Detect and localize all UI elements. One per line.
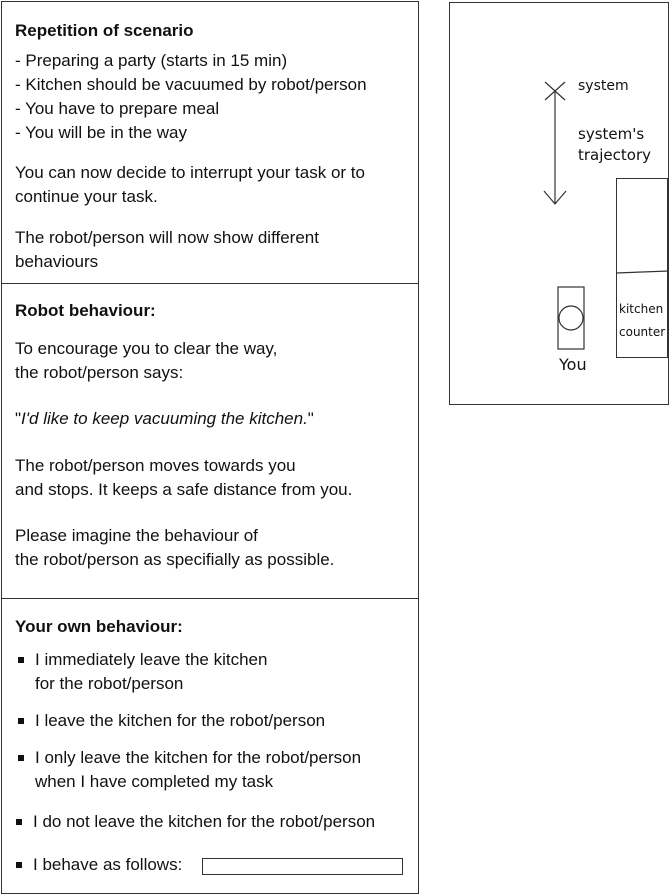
robot-behaviour-title: Robot behaviour: (15, 301, 156, 320)
system-label: system (578, 78, 629, 94)
decision-text-line: continue your task. (15, 187, 158, 206)
trajectory-label-line: trajectory (578, 146, 651, 164)
robot-moves-line: and stops. It keeps a safe distance from you. (15, 480, 353, 499)
counter-label-line: counter (619, 325, 666, 339)
bullet-icon (18, 755, 24, 761)
option-label: I immediately leave the kitchen (35, 650, 268, 669)
own-behaviour-title: Your own behaviour: (15, 617, 183, 636)
kitchen-diagram (449, 2, 669, 405)
you-label: You (559, 355, 587, 374)
option-label: I leave the kitchen for the robot/person (35, 711, 326, 730)
imagine-line: Please imagine the behaviour of (15, 526, 258, 545)
robot-intro-line: To encourage you to clear the way, (15, 339, 278, 358)
scenario-bullet: - You have to prepare meal (15, 99, 220, 118)
behave-as-follows-input[interactable] (202, 858, 403, 875)
bullet-icon (16, 862, 22, 868)
scenario-title: Repetition of scenario (15, 21, 194, 40)
person-head-icon (559, 306, 583, 330)
bullet-icon (18, 718, 24, 724)
imagine-line: the robot/person as specifially as possible. (15, 550, 335, 569)
option-label: I do not leave the kitchen for the robot/person (33, 812, 376, 831)
counter-upper-box (616, 178, 668, 274)
robot-quote: "I'd like to keep vacuuming the kitchen." (15, 409, 314, 428)
scenario-bullet: - You will be in the way (15, 123, 187, 142)
behaviours-text-line: The robot/person will now show different (15, 228, 319, 247)
option-label: I behave as follows: (33, 855, 183, 874)
bullet-icon (18, 657, 24, 663)
robot-behaviour-panel (1, 283, 419, 599)
robot-moves-line: The robot/person moves towards you (15, 456, 296, 475)
scenario-bullet: - Kitchen should be vacuumed by robot/person (15, 75, 367, 94)
behaviours-text-line: behaviours (15, 252, 99, 271)
scenario-bullet: - Preparing a party (starts in 15 min) (15, 51, 288, 70)
option-label: I only leave the kitchen for the robot/person (35, 748, 362, 767)
scenario-panel (1, 1, 419, 284)
own-behaviour-panel (1, 598, 419, 894)
option-label: for the robot/person (35, 674, 184, 693)
person-body-icon (558, 287, 584, 349)
counter-label-line: kitchen (619, 302, 664, 316)
bullet-icon (16, 819, 22, 825)
decision-text-line: You can now decide to interrupt your task or to (15, 163, 365, 182)
trajectory-label-line: system's (578, 125, 645, 143)
option-label: when I have completed my task (35, 772, 274, 791)
robot-intro-line: the robot/person says: (15, 363, 184, 382)
